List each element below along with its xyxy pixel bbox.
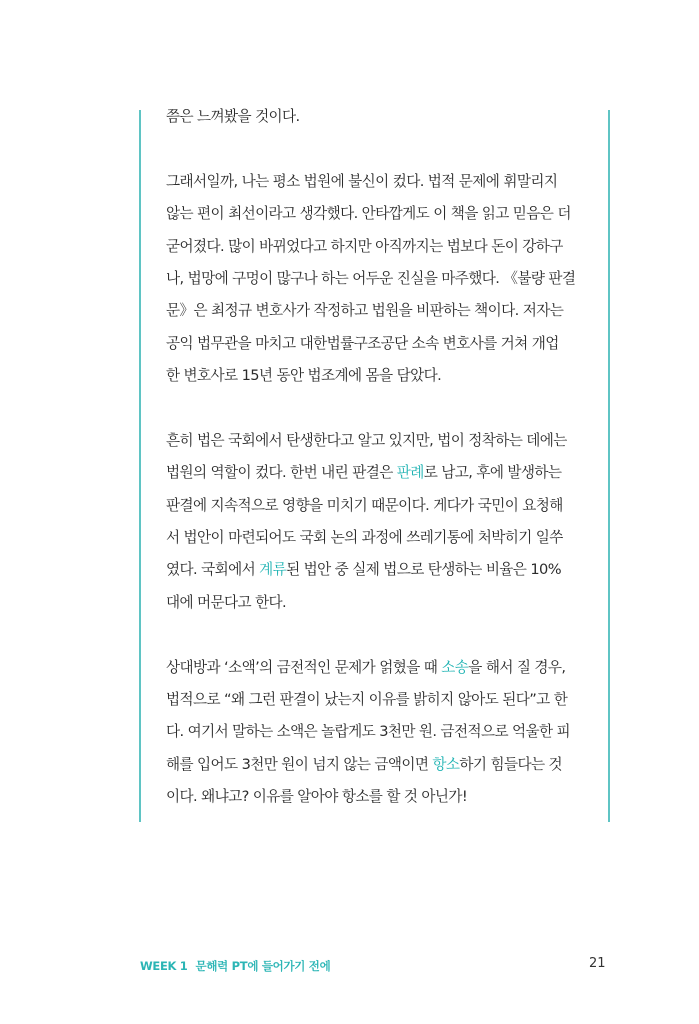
text-line (166, 490, 598, 522)
text-segment: 공익 법무관을 마치고 대한법률구조공단 소속 변호사를 거쳐 개업 (166, 334, 559, 352)
text-line (166, 101, 598, 133)
text-line (166, 652, 598, 684)
paragraph (166, 166, 598, 393)
highlighted-term: 항소 (432, 755, 460, 773)
text-line (166, 522, 598, 554)
text-segment: 다. 여기서 말하는 소액은 놀랍게도 3천만 원. 금전적으로 억울한 피 (166, 723, 571, 741)
text-line (166, 425, 598, 457)
footer-chapter-title: 문해력 PT에 들어가기 전에 (195, 959, 331, 973)
text-segment: 하기 힘들다는 것 (459, 755, 562, 773)
text-line (166, 295, 598, 327)
text-line (166, 716, 598, 748)
highlighted-term: 판례 (396, 464, 424, 482)
body-text (166, 101, 598, 814)
left-margin-rule (139, 110, 141, 822)
text-segment: 않는 편이 최선이라고 생각했다. 안타깝게도 이 책을 읽고 믿음은 더 (166, 205, 571, 223)
paragraph-gap (166, 393, 598, 425)
text-segment: 한 변호사로 15년 동안 법조계에 몸을 담았다. (166, 367, 442, 385)
running-footer (140, 958, 330, 974)
paragraph-gap (166, 619, 598, 651)
text-line (166, 328, 598, 360)
paragraph (166, 101, 598, 133)
text-line (166, 554, 598, 586)
text-line (166, 587, 598, 619)
text-line (166, 231, 598, 263)
highlighted-term: 소송 (441, 658, 469, 676)
text-segment: 흔히 법은 국회에서 탄생한다고 알고 있지만, 법이 정착하는 데에는 (166, 431, 567, 449)
right-margin-rule (608, 110, 610, 822)
text-segment: 판결에 지속적으로 영향을 미치기 때문이다. 게다가 국민이 요청해 (166, 496, 563, 514)
text-line (166, 781, 598, 813)
text-segment: 대에 머문다고 한다. (166, 593, 287, 611)
text-segment: 로 남고, 후에 발생하는 (423, 464, 562, 482)
text-line (166, 166, 598, 198)
text-line (166, 749, 598, 781)
text-segment: 였다. 국회에서 (166, 561, 260, 579)
text-segment: 법원의 역할이 컸다. 한번 내린 판결은 (166, 464, 397, 482)
paragraph-gap (166, 133, 598, 165)
paragraph (166, 652, 598, 814)
text-segment: 법적으로 “왜 그런 판결이 났는지 이유를 밝히지 않아도 된다”고 한 (166, 691, 568, 709)
text-segment: 이다. 왜냐고? 이유를 알아야 항소를 할 것 아닌가! (166, 788, 468, 806)
text-segment: 나, 법망에 구멍이 많구나 하는 어두운 진실을 마주했다. 《불량 판결 (166, 269, 576, 287)
footer-week: WEEK 1 (140, 959, 188, 973)
text-segment: 굳어졌다. 많이 바뀌었다고 하지만 아직까지는 법보다 돈이 강하구 (166, 237, 563, 255)
text-line (166, 198, 598, 230)
text-segment: 서 법안이 마련되어도 국회 논의 과정에 쓰레기통에 처박히기 일쑤 (166, 529, 563, 547)
text-segment: 을 해서 질 경우, (468, 658, 566, 676)
paragraph (166, 425, 598, 619)
text-segment: 해를 입어도 3천만 원이 넘지 않는 금액이면 (166, 755, 433, 773)
text-segment: 된 법안 중 실제 법으로 탄생하는 비율은 10% (286, 561, 561, 579)
text-line (166, 360, 598, 392)
page-number: 21 (589, 956, 606, 971)
text-segment: 상대방과 ‘소액’의 금전적인 문제가 얽혔을 때 (166, 658, 442, 676)
text-line (166, 684, 598, 716)
text-segment: 문》은 최정규 변호사가 작정하고 법원을 비판하는 책이다. 저자는 (166, 302, 564, 320)
text-segment: 쯤은 느껴봤을 것이다. (166, 108, 300, 125)
highlighted-term: 계류 (259, 561, 287, 579)
text-line (166, 457, 598, 489)
text-line (166, 263, 598, 295)
text-segment: 그래서일까, 나는 평소 법원에 불신이 컸다. 법적 문제에 휘말리지 (166, 172, 558, 190)
